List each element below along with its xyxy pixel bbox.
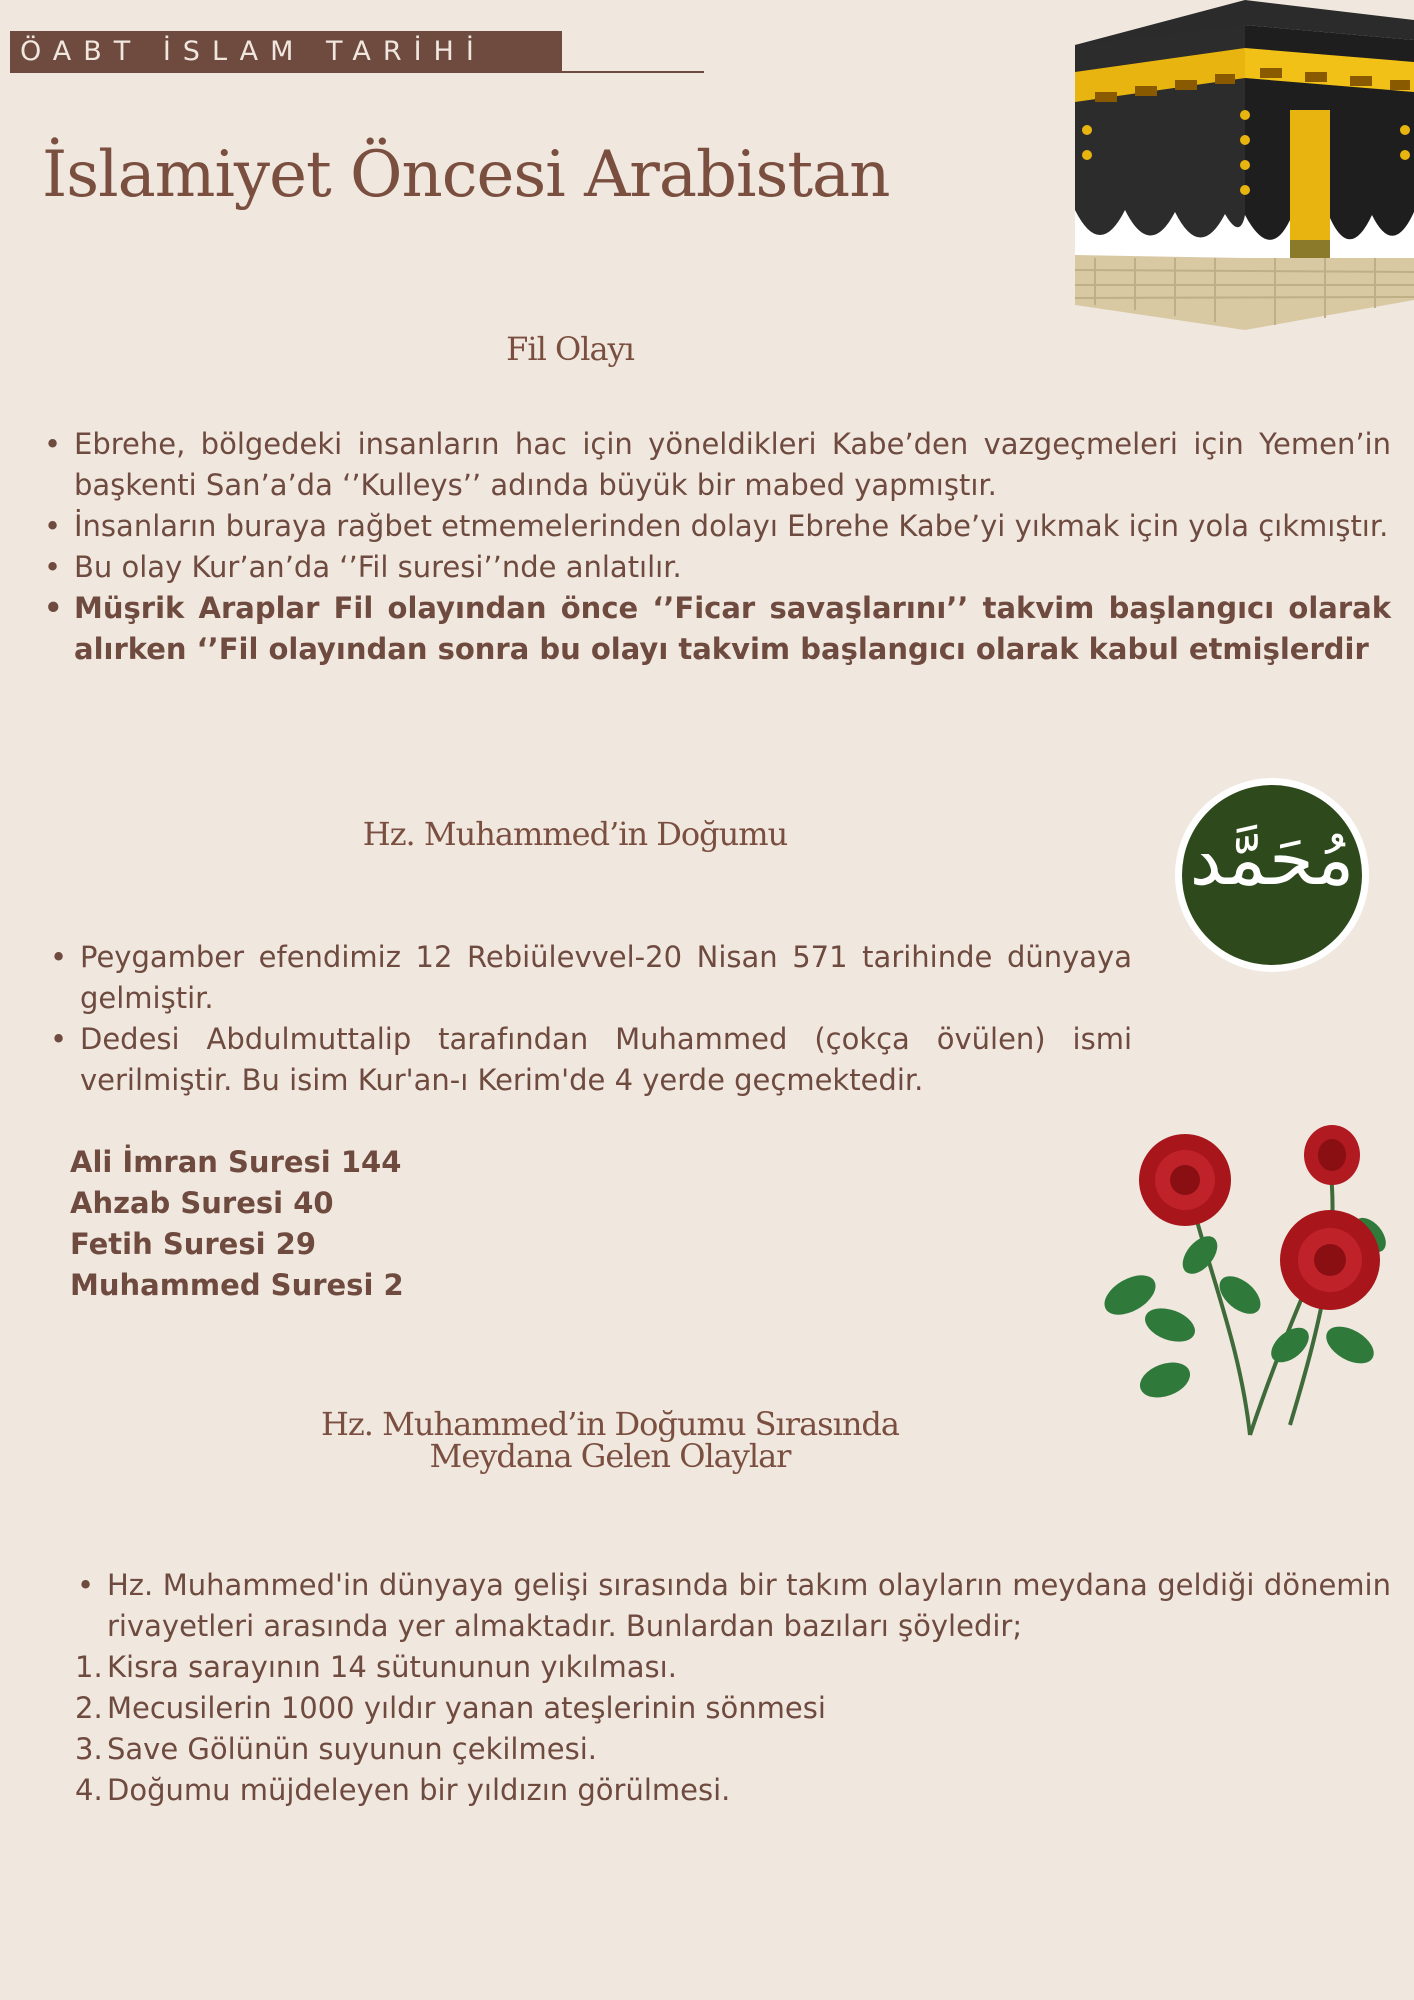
fil-bullet-list xyxy=(44,424,1391,670)
olaylar-intro-list xyxy=(77,1565,1391,1647)
bullet-text: Dedesi Abdulmuttalip tarafından Muhammed (çokça övülen) ismi verilmiştir. Bu isim Kur'an-ı Kerim'de 4 yerde geçmektedir. xyxy=(80,1022,1132,1097)
header-tag xyxy=(10,31,561,73)
list-item xyxy=(44,588,1391,670)
section-heading-olaylar xyxy=(300,1405,920,1475)
list-number: 1. xyxy=(75,1650,103,1684)
bullet-text: Ebrehe, bölgedeki insanların hac için yöneldikleri Kabe’den vazgeçmeleri için Yemen’in başkenti San’a’da ‘’Kulleys’’ adında büyük bir mabed yapmıştır. xyxy=(74,427,1391,502)
section-heading-fil: Fil Olayı xyxy=(506,330,634,368)
list-text: Mecusilerin 1000 yıldır yanan ateşlerinin sönmesi xyxy=(107,1691,826,1725)
list-number: 3. xyxy=(75,1732,103,1766)
section-heading-olaylar-line2: Meydana Gelen Olaylar xyxy=(429,1437,791,1475)
section-heading-olaylar-line1: Hz. Muhammed’in Doğumu Sırasında xyxy=(321,1405,899,1443)
header-tag-underline xyxy=(562,71,704,73)
kaaba-illustration xyxy=(1075,0,1414,332)
olaylar-numbered-list xyxy=(75,1647,1375,1811)
muhammad-calligraphy-badge xyxy=(1172,775,1372,975)
list-number: 4. xyxy=(75,1773,103,1807)
calligraphy-text: مُحَمَّد xyxy=(1189,817,1355,901)
list-item xyxy=(77,1565,1391,1647)
bullet-text: İnsanların buraya rağbet etmemelerinden dolayı Ebrehe Kabe’yi yıkmak için yola çıkmıştır. xyxy=(74,509,1389,543)
list-number: 2. xyxy=(75,1691,103,1725)
list-text: Kisra sarayının 14 sütununun yıkılması. xyxy=(107,1650,677,1684)
bullet-text: Müşrik Araplar Fil olayından önce ‘’Ficar savaşlarını’’ takvim başlangıcı olarak alırken ‘’Fil olayından sonra bu olayı takvim başlangıcı olarak kabul etmişlerdir xyxy=(74,591,1391,666)
list-item xyxy=(50,937,1132,1019)
bullet-text: Hz. Muhammed'in dünyaya gelişi sırasında bir takım olayların meydana geldiği dönemin rivayetleri arasında yer almaktadır. Bunlardan bazıları şöyledir; xyxy=(107,1568,1391,1643)
sure-item: Fetih Suresi 29 xyxy=(70,1227,317,1261)
list-item xyxy=(75,1688,1375,1729)
bullet-text: Bu olay Kur’an’da ‘’Fil suresi’’nde anlatılır. xyxy=(74,550,682,584)
list-item xyxy=(75,1647,1375,1688)
red-roses-illustration xyxy=(1090,1125,1390,1445)
list-text: Save Gölünün suyunun çekilmesi. xyxy=(107,1732,597,1766)
list-item xyxy=(75,1729,1375,1770)
list-item xyxy=(50,1019,1132,1101)
dogum-bullet-list xyxy=(50,937,1132,1101)
list-item xyxy=(44,424,1391,506)
page-title: İslamiyet Öncesi Arabistan xyxy=(42,138,890,212)
list-item xyxy=(44,547,1391,588)
section-heading-dogum: Hz. Muhammed’in Doğumu xyxy=(362,815,788,853)
sure-item: Ali İmran Suresi 144 xyxy=(70,1145,402,1179)
list-text: Doğumu müjdeleyen bir yıldızın görülmesi. xyxy=(107,1773,731,1807)
sure-item: Muhammed Suresi 2 xyxy=(70,1268,404,1302)
sure-list xyxy=(70,1142,404,1306)
list-item xyxy=(75,1770,1375,1811)
list-item xyxy=(44,506,1391,547)
header-tag-text: ÖABT İSLAM TARİHİ xyxy=(20,36,486,67)
sure-item: Ahzab Suresi 40 xyxy=(70,1186,334,1220)
bullet-text: Peygamber efendimiz 12 Rebiülevvel-20 Nisan 571 tarihinde dünyaya gelmiştir. xyxy=(80,940,1132,1015)
